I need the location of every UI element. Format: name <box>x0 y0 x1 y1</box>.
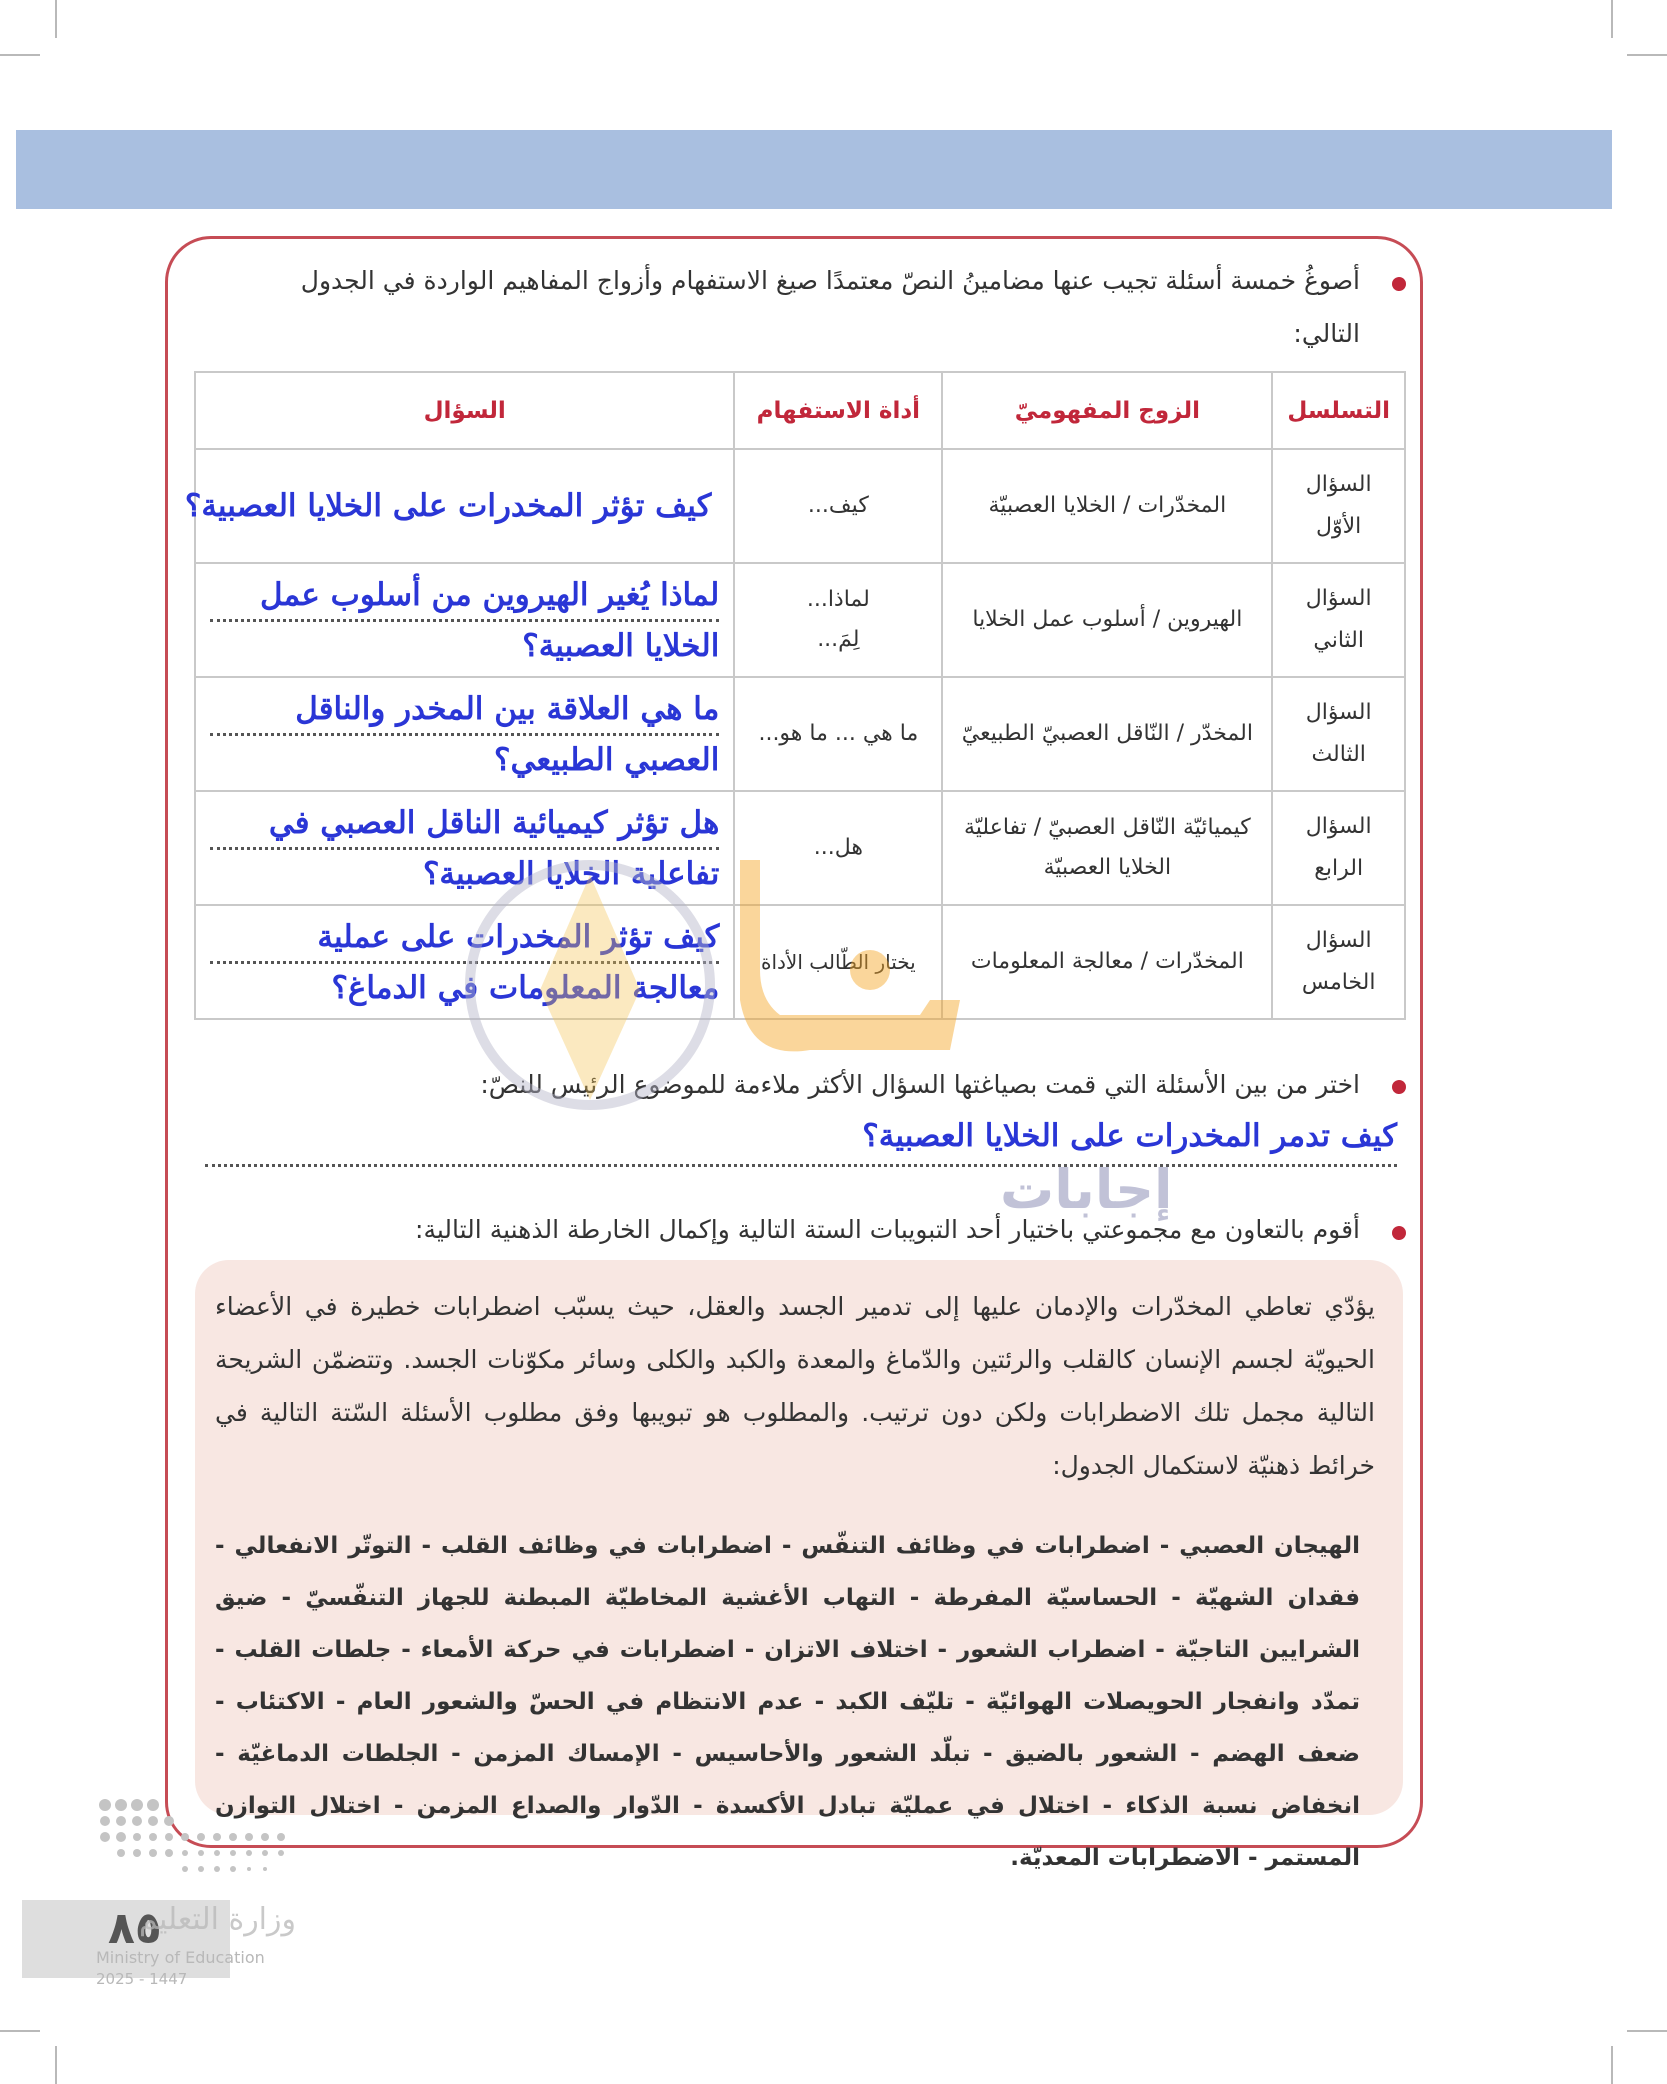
table-row <box>195 905 1405 1019</box>
seq-cell: السؤال الخامس <box>1272 905 1405 1019</box>
crop-mark <box>1611 0 1613 38</box>
table-row <box>195 563 1405 677</box>
table-row <box>195 449 1405 563</box>
footer-year: 2025 - 1447 <box>96 1970 188 1988</box>
handwritten-answer: ما هي العلاقة بين المخدر والناقل العصبي الطبيعي؟ <box>210 685 719 784</box>
pair-cell: المخدّرات / الخلايا العصبيّة <box>942 449 1272 563</box>
table-row <box>195 791 1405 905</box>
questions-table <box>184 371 1406 1020</box>
crop-mark <box>1627 2030 1667 2032</box>
decorative-dots-icon <box>95 1795 305 1885</box>
answer-cell[interactable] <box>195 905 734 1019</box>
handwritten-answer: كيف تؤثر المخدرات على عملية معالجة المعلومات في الدماغ؟ <box>210 913 719 1012</box>
crop-mark <box>55 0 57 38</box>
tool-cell: يختار الطّالب الأداة <box>734 905 942 1019</box>
handwritten-answer: كيف تؤثر المخدرات على الخلايا العصبية؟ <box>184 488 712 524</box>
header-pair: الزوج المفهوميّ <box>942 372 1272 449</box>
intro-paragraph: يؤدّي تعاطي المخدّرات والإدمان عليها إلى تدمير الجسد والعقل، حيث يسبّب اضطرابات خطيرة في الأعضاء الحيويّة لجسم الإنسان كالقلب والرئتين والدّماغ والمعدة والكبد والكلى وسائر مكوّنات الجسد. وتتضمّن الشريحة التالية مجمل تلك الاضطرابات ولكن دون ترتيب. والمطلوب هو تبويبها وفق مطلوب الأسئلة السّتة التالية في خرائط ذهنيّة لاستكمال الجدول: <box>215 1292 1375 1480</box>
pair-cell: الهيروين / أسلوب عمل الخلايا <box>942 563 1272 677</box>
bullet-icon <box>1392 1080 1406 1094</box>
answer-cell[interactable] <box>195 563 734 677</box>
answer-cell[interactable] <box>195 677 734 791</box>
answer-cell[interactable] <box>195 791 734 905</box>
tool-cell: ما هي ... ما هو... <box>734 677 942 791</box>
header-tool: أداة الاستفهام <box>734 372 942 449</box>
handwritten-answer: هل تؤثر كيميائية الناقل العصبي في تفاعلية الخلايا العصبية؟ <box>210 799 719 898</box>
answer-cell[interactable] <box>184 449 734 563</box>
handwritten-answer: لماذا يُغير الهيروين من أسلوب عمل الخلايا العصبية؟ <box>210 571 719 670</box>
bullet-icon <box>1392 277 1406 291</box>
ministry-logo-en: Ministry of Education <box>96 1948 265 1967</box>
seq-cell: السؤال الثالث <box>1272 677 1405 791</box>
tool-cell: لماذا... لِمَ... <box>734 563 942 677</box>
ministry-logo-ar: وزارة التعليم <box>138 1902 296 1937</box>
tool-cell: هل... <box>734 791 942 905</box>
table-header-row <box>195 372 1405 449</box>
page-number: ٨٥ <box>108 1903 162 1954</box>
pair-cell: المخدّرات / معالجة المعلومات <box>942 905 1272 1019</box>
crop-mark <box>0 54 40 56</box>
seq-cell: السؤال الثاني <box>1272 563 1405 677</box>
disorders-list: الهيجان العصبي - اضطرابات في وظائف التنفّس - اضطرابات في وظائف القلب - التوتّر الانفعالي - فقدان الشهيّة - الحساسيّة المفرطة - التهاب الأغشية المخاطيّة المبطنة للجهاز التنفّسيّ - ضيق الشرايين التاجيّة - اضطراب الشعور - اختلاف الاتزان - اضطرابات في حركة الأمعاء - جلطات القلب - تمدّد وانفجار الحويصلات الهوائيّة - تليّف الكبد - عدم الانتظام في الحسّ والشعور العام - الاكتئاب - ضعف الهضم - الشعور بالضيق - تبلّد الشعور والأحاسيس - الإمساك المزمن - الجلطات الدماغيّة - انخفاض نسبة الذكاء - اختلال في عمليّة تبادل الأكسدة - الدّوار والصداع المزمن - اختلال التوازن المستمر - الاضطرابات المعديّة. <box>215 1533 1360 1871</box>
seq-cell: السؤال الأوّل <box>1272 449 1405 563</box>
header-seq: التسلسل <box>1272 372 1405 449</box>
crop-mark <box>0 2030 40 2032</box>
watermark-text: إجابات <box>1000 1158 1173 1221</box>
crop-mark <box>1611 2046 1613 2084</box>
selected-question-answer[interactable]: كيف تدمر المخدرات على الخلايا العصبية؟ <box>205 1112 1397 1167</box>
instruction-1: أصوغُ خمسة أسئلة تجيب عنها مضامينُ النصّ معتمدًا صيغ الاستفهام وأزواج المفاهيم الواردة في الجدول التالي: <box>300 266 1360 348</box>
header-question: السؤال <box>195 372 734 449</box>
instruction-2: اختر من بين الأسئلة التي قمت بصياغتها السؤال الأكثر ملاءمة للموضوع الرئيس للنصّ: <box>480 1070 1360 1099</box>
bullet-icon <box>1392 1226 1406 1240</box>
crop-mark <box>55 2046 57 2084</box>
header-band <box>16 130 1612 209</box>
tool-cell: كيف... <box>734 449 942 563</box>
crop-mark <box>1627 54 1667 56</box>
instruction-3: أقوم بالتعاون مع مجموعتي باختيار أحد التبويبات الستة التالية وإكمال الخارطة الذهنية التالية: <box>415 1215 1360 1244</box>
pair-cell: كيميائيّة النّاقل العصبيّ / تفاعليّة الخلايا العصبيّة <box>942 791 1272 905</box>
pair-cell: المخدّر / النّاقل العصبيّ الطبيعيّ <box>942 677 1272 791</box>
seq-cell: السؤال الرابع <box>1272 791 1405 905</box>
table-row <box>195 677 1405 791</box>
